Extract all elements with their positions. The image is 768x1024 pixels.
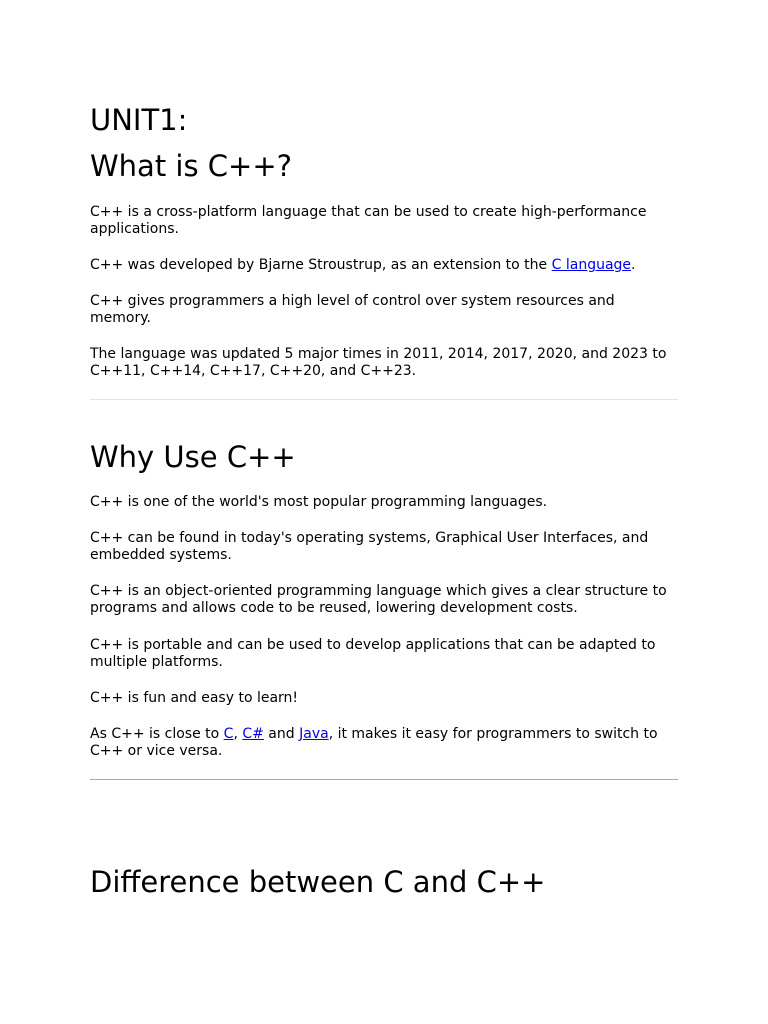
why-paragraph-6 bbox=[90, 726, 678, 760]
why-paragraph-6-end: , it makes it easy for programmers to switch to C++ or vice versa. bbox=[90, 726, 658, 759]
heading-difference: Difference between C and C++ bbox=[90, 865, 546, 899]
why-paragraph-3: C++ is an object-oriented programming language which gives a clear structure to programs and allows code to be reused, lowering development costs. bbox=[90, 583, 667, 616]
section-divider bbox=[90, 399, 678, 400]
c-link[interactable]: C bbox=[223, 726, 234, 742]
csharp-link[interactable]: C# bbox=[242, 726, 264, 742]
unit-title: UNIT1: bbox=[90, 103, 188, 137]
what-paragraph-3: C++ gives programmers a high level of control over system resources and memory. bbox=[90, 293, 615, 326]
what-paragraph-1: C++ is a cross-platform language that can be used to create high-performance applications. bbox=[90, 204, 647, 237]
heading-what-is-cpp: What is C++? bbox=[90, 149, 293, 183]
section-divider bbox=[90, 779, 678, 780]
what-paragraph-4: The language was updated 5 major times in 2011, 2014, 2017, 2020, and 2023 to C++11, C++14, C++17, C++20, and C++23. bbox=[90, 346, 667, 379]
why-paragraph-4: C++ is portable and can be used to develop applications that can be adapted to multiple platforms. bbox=[90, 637, 656, 670]
heading-why-use-cpp: Why Use C++ bbox=[90, 440, 296, 474]
java-link[interactable]: Java bbox=[299, 726, 329, 742]
why-paragraph-6-sep-1: , bbox=[233, 726, 243, 742]
what-paragraph-2 bbox=[90, 257, 678, 274]
why-paragraph-5: C++ is fun and easy to learn! bbox=[90, 690, 299, 706]
why-paragraph-6-sep-2: and bbox=[263, 726, 300, 742]
c-language-link[interactable]: C language bbox=[551, 257, 632, 273]
why-paragraph-2: C++ can be found in today's operating systems, Graphical User Interfaces, and embedded systems. bbox=[90, 530, 649, 563]
why-paragraph-6-text: As C++ is close to bbox=[90, 726, 224, 742]
why-paragraph-1: C++ is one of the world's most popular programming languages. bbox=[90, 494, 548, 510]
what-paragraph-2-end: . bbox=[631, 257, 636, 273]
what-paragraph-2-text: C++ was developed by Bjarne Stroustrup, as an extension to the bbox=[90, 257, 552, 273]
